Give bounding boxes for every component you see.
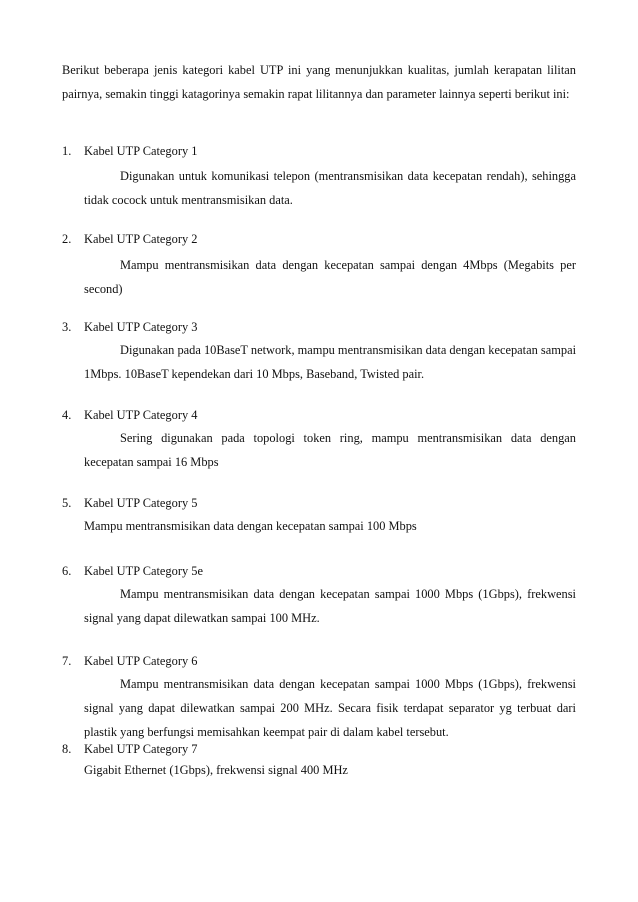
list-item-category-7: [62, 740, 576, 782]
item-title: Kabel UTP Category 2: [84, 232, 198, 246]
item-number: 1.: [62, 144, 72, 158]
item-description: Gigabit Ethernet (1Gbps), frekwensi signal 400 MHz: [84, 763, 348, 777]
item-title: Kabel UTP Category 5e: [84, 564, 203, 578]
list-item-category-5e: [62, 562, 576, 630]
item-title: Kabel UTP Category 5: [84, 496, 198, 510]
item-title: Kabel UTP Category 7: [84, 742, 198, 756]
item-number: 2.: [62, 232, 72, 246]
item-description: Sering digunakan pada topologi token ring, mampu mentransmisikan data dengan kecepatan sampai 16 Mbps: [84, 431, 576, 469]
item-title: Kabel UTP Category 1: [84, 144, 198, 158]
item-number: 4.: [62, 408, 72, 422]
list-item-category-4: [62, 406, 576, 474]
item-description: Digunakan untuk komunikasi telepon (mentransmisikan data kecepatan rendah), sehingga tidak cocock untuk mentransmisikan data.: [84, 169, 576, 207]
item-number: 7.: [62, 654, 72, 668]
item-number: 6.: [62, 564, 72, 578]
item-description: Mampu mentransmisikan data dengan kecepatan sampai dengan 4Mbps (Megabits per second): [84, 258, 576, 296]
item-number: 3.: [62, 320, 72, 334]
item-title: Kabel UTP Category 4: [84, 408, 198, 422]
item-description: Mampu mentransmisikan data dengan kecepatan sampai 1000 Mbps (1Gbps), frekwensi signal yang dapat dilewatkan sampai 100 MHz.: [84, 587, 576, 625]
item-number: 8.: [62, 742, 72, 756]
item-description: Mampu mentransmisikan data dengan kecepatan sampai 100 Mbps: [84, 519, 417, 533]
item-number: 5.: [62, 496, 72, 510]
list-item-category-6: [62, 652, 576, 744]
list-item-category-3: [62, 318, 576, 386]
list-item-category-2: [62, 230, 576, 301]
item-description: Mampu mentransmisikan data dengan kecepatan sampai 1000 Mbps (1Gbps), frekwensi signal yang dapat dilewatkan sampai 200 MHz. Secara fisik terdapat separator yg terbuat dari plastik yang berfungsi memisahkan keempat pair di dalam kabel tersebut.: [84, 677, 576, 739]
item-title: Kabel UTP Category 3: [84, 320, 198, 334]
intro-paragraph: Berikut beberapa jenis kategori kabel UTP ini yang menunjukkan kualitas, jumlah kerapatan lilitan pairnya, semakin tinggi katagorinya semakin rapat lilitannya dan parameter lainnya seperti berikut ini:: [62, 63, 576, 101]
list-item-category-1: [62, 142, 576, 212]
list-item-category-5: [62, 494, 576, 538]
item-description: Digunakan pada 10BaseT network, mampu mentransmisikan data dengan kecepatan sampai 1Mbps. 10BaseT kependekan dari 10 Mbps, Baseband, Twisted pair.: [84, 343, 577, 381]
item-title: Kabel UTP Category 6: [84, 654, 198, 668]
